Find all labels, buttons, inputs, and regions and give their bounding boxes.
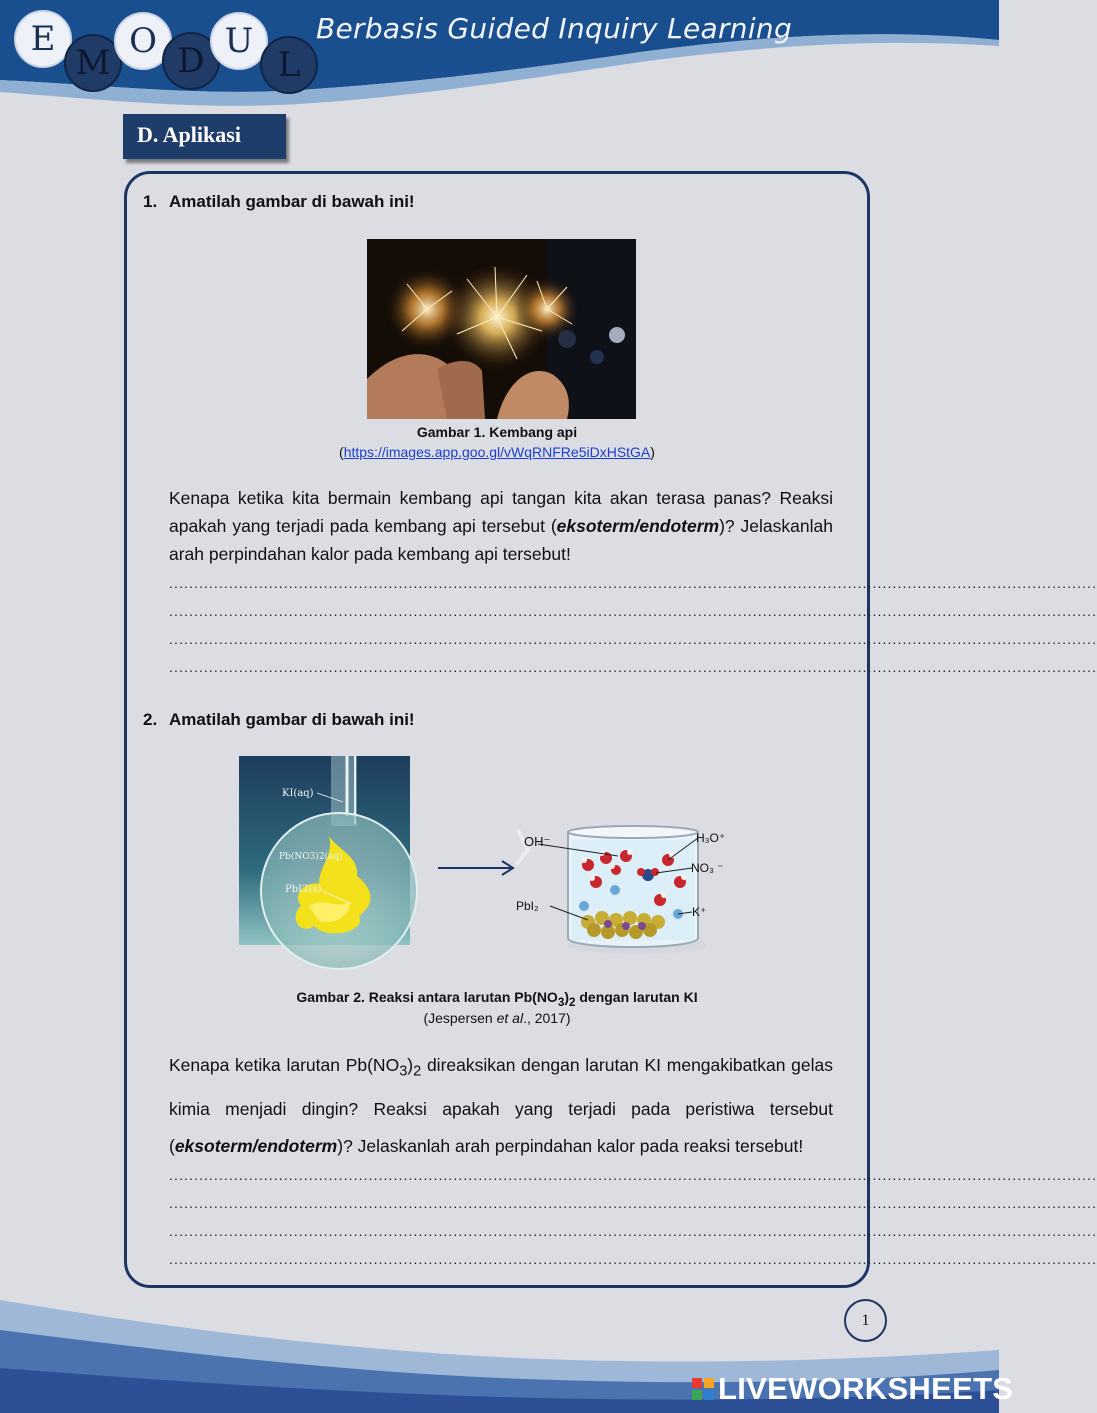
figure-2-caption-post: dengan larutan KI (575, 989, 698, 1005)
logo-letter-l: L (260, 36, 318, 94)
section-title: D. Aplikasi (123, 114, 286, 159)
sparkler-photo (367, 239, 636, 419)
liveworksheets-logo (692, 1372, 1013, 1406)
question-2-emphasis: eksoterm/endoterm (174, 1135, 338, 1156)
liveworksheets-grid-icon (692, 1378, 714, 1400)
answer-line-1-4[interactable]: .......................................................................................................................................................................................... (169, 659, 1097, 675)
beaker-label-pbi2: PbI₂ (516, 899, 539, 913)
question-2-number: 2. (143, 710, 158, 729)
question-2-heading (143, 710, 415, 730)
answer-line-2-3[interactable]: .......................................................................................................................................................................................... (169, 1223, 1097, 1239)
figure-1-caption: Gambar 1. Kembang api (416, 424, 578, 440)
beaker-label-h3o: H₃O⁺ (696, 831, 726, 845)
figure-1-source-close: ) (650, 444, 655, 460)
question-1-heading (143, 192, 415, 212)
flask-label-ki: KI(aq) (282, 788, 314, 799)
question-2-heading-text: Amatilah gambar di bawah ini! (169, 710, 415, 729)
figure-2-caption-sub2: 2 (568, 995, 576, 1009)
logo-letter-u: U (210, 12, 268, 70)
beaker-label-oh: OH⁻ (524, 834, 551, 849)
logo-letter-m: M (64, 34, 122, 92)
question-1-text (169, 484, 833, 568)
answer-line-2-2[interactable]: .......................................................................................................................................................................................... (169, 1195, 1097, 1211)
question-2-text-end: )? Jelaskanlah arah perpindahan kalor pada reaksi tersebut! (337, 1135, 804, 1156)
logo-letter-d: D (162, 32, 220, 90)
question-1-number: 1. (143, 192, 158, 211)
question-1-text-part1: Kenapa ketika kita bermain kembang api tangan kita akan terasa panas? Reaksi apakah yang terjadi pada kembang api tersebut ( (169, 488, 833, 536)
question-1-text-part2: )? Jelaskanlah arah perpindahan kalor pada kembang api tersebut! (169, 516, 833, 564)
flask-photo (239, 756, 410, 945)
figure-1-source (124, 444, 870, 460)
question-1-emphasis: eksoterm/endoterm (556, 516, 720, 536)
question-1-heading-text: Amatilah gambar di bawah ini! (169, 192, 415, 211)
figure-2-source (124, 1010, 870, 1026)
reaction-arrow-icon (436, 858, 516, 878)
logo-letter-e: E (14, 10, 72, 68)
answer-line-1-1[interactable]: .......................................................................................................................................................................................... (169, 575, 1097, 591)
beaker-diagram (508, 820, 758, 960)
answer-line-1-3[interactable]: .......................................................................................................................................................................................... (169, 631, 1097, 647)
question-2-text (169, 1047, 833, 1165)
figure-1-source-open: ( (339, 444, 344, 460)
answer-line-2-4[interactable]: .......................................................................................................................................................................................... (169, 1251, 1097, 1267)
figure-1-source-link[interactable]: https://images.app.goo.gl/vWqRNFRe5iDxHStGA (343, 444, 651, 460)
flask-label-pbno3: Pb(NO3)2(aq) (279, 852, 343, 862)
question-2-text-sub1: 3 (399, 1063, 408, 1080)
question-2-text-post: direaksikan dengan larutan KI mengakibatkan gelas kimia menjadi dingin? Reaksi apakah yang terjadi pada peristiwa tersebut ( (169, 1055, 833, 1156)
answer-line-2-1[interactable]: .......................................................................................................................................................................................... (169, 1167, 1097, 1183)
logo-letter-o: O (114, 12, 172, 70)
figure-2-caption-pre: Gambar 2. Reaksi antara larutan Pb(NO (296, 989, 558, 1005)
figure-2-caption-mid: ) (564, 989, 569, 1005)
figure-2-source-pre: (Jespersen (423, 1010, 497, 1026)
figure-2-source-post: ., 2017) (523, 1010, 571, 1026)
flask-label-pbi2: PbI2(s) (285, 884, 322, 895)
question-2-text-sub2: 2 (413, 1063, 422, 1080)
beaker-label-no3: NO₃ ⁻ (691, 861, 724, 875)
question-2-text-pre: Kenapa ketika larutan Pb(NO (169, 1055, 400, 1075)
figure-2-caption (124, 989, 870, 1009)
figure-2-source-italic: et al (496, 1010, 524, 1026)
question-2-text-mid: ) (407, 1055, 414, 1075)
page-number: 1 (844, 1299, 887, 1342)
header-title: Berbasis Guided Inquiry Learning (316, 12, 793, 45)
liveworksheets-brand: LIVEWORKSHEETS (718, 1371, 1014, 1406)
figure-2-caption-sub1: 3 (557, 995, 565, 1009)
beaker-label-k: K⁺ (692, 905, 707, 919)
answer-line-1-2[interactable]: .......................................................................................................................................................................................... (169, 603, 1097, 619)
